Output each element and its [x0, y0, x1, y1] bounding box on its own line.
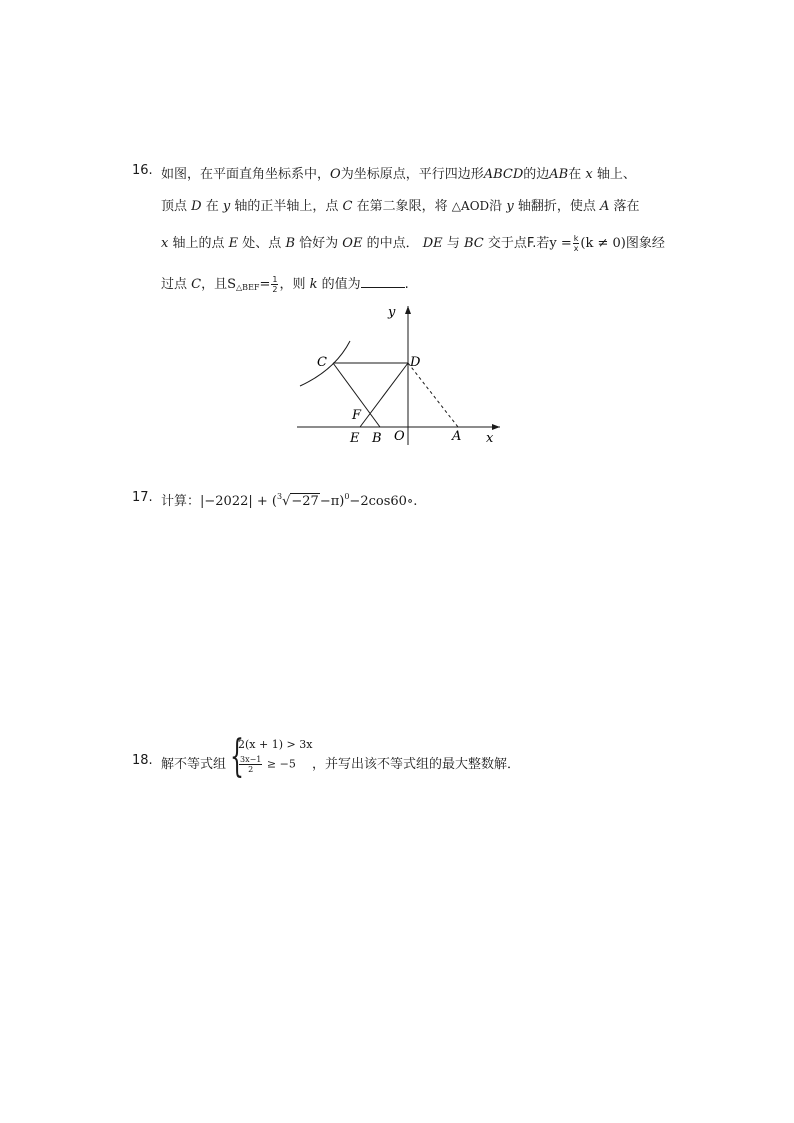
label-F: F [352, 408, 362, 423]
exponent: 0 [344, 492, 350, 501]
text: 如图，在平面直角坐标系中， [161, 167, 331, 182]
text: 在第二象限，将 [356, 199, 448, 214]
q18-rest: ，并写出该不等式组的最大整数解． [312, 757, 521, 772]
question-number: 16. [132, 163, 153, 178]
answer-blank[interactable] [361, 276, 405, 288]
math-expr: y = [549, 236, 572, 251]
math-var: AB [549, 167, 569, 182]
text: 的值为 [321, 277, 361, 292]
radicand: −27 [291, 494, 319, 509]
text: 顶点 [161, 199, 188, 214]
q17-line [161, 490, 417, 509]
segment-ED [360, 363, 408, 427]
math-var: A [599, 199, 610, 214]
text: 与 [446, 236, 460, 251]
text: 轴的正半轴上，点 [234, 199, 339, 214]
text: . [404, 277, 409, 292]
label-y: y [388, 305, 396, 320]
segment-DA-dashed [408, 363, 458, 427]
math-var: B [285, 236, 295, 251]
x-axis-arrow [492, 424, 500, 430]
math-expr: = [259, 277, 271, 292]
text: 过点 [161, 277, 188, 292]
math-var: C [191, 277, 202, 292]
label-A: A [452, 429, 462, 444]
text: 计算： [161, 494, 201, 509]
label-x: x [486, 431, 494, 446]
math-var: BC [463, 236, 484, 251]
text: ，且 [201, 277, 228, 292]
y-axis-arrow [405, 306, 411, 314]
math-var: y [222, 199, 231, 214]
text: 恰好为 [299, 236, 339, 251]
text: ，则 [279, 277, 306, 292]
geometry-figure [290, 300, 510, 450]
math-var: E [228, 236, 239, 251]
math-var: x [161, 236, 169, 251]
q16-line-2 [161, 195, 640, 214]
denominator: 2 [272, 285, 278, 294]
label-C: C [317, 355, 327, 370]
math-var: y [506, 199, 514, 214]
label-E: E [350, 431, 360, 446]
text: 为坐标原点，平行四边形 [340, 167, 484, 182]
text: 在 [568, 167, 582, 182]
text: 轴上、 [596, 167, 636, 182]
math-var: O [330, 167, 341, 182]
math-var: ABCD [483, 167, 524, 182]
inequality-2 [238, 755, 296, 774]
math-var: DE [422, 236, 443, 251]
q16-line-3 [161, 232, 665, 253]
label-O: O [394, 429, 405, 444]
math-var: k [309, 277, 318, 292]
math-expr: |−2022| + ( [200, 494, 277, 509]
numerator: k [573, 234, 579, 243]
brace: { [230, 731, 244, 782]
q16-line-1 [161, 163, 636, 182]
math-expr: −π) [319, 494, 345, 509]
label-B: B [372, 431, 382, 446]
text: 在 [205, 199, 219, 214]
numerator: 3x−1 [240, 755, 262, 764]
label-D: D [410, 355, 421, 370]
math-var: x [585, 167, 593, 182]
numerator: 1 [272, 275, 278, 284]
q18-intro: 解不等式组 [161, 757, 227, 772]
denominator: 2 [248, 765, 254, 774]
math-var: OE [342, 236, 363, 251]
text: 图象经 [625, 236, 665, 251]
text: 沿 [489, 199, 503, 214]
radical-index: 3 [276, 492, 283, 501]
math-var: S [227, 277, 237, 292]
text: 轴上的点 [172, 236, 225, 251]
triangle-notation: △AOD [451, 199, 490, 213]
inequality-1: 2(x + 1) > 3x [238, 738, 313, 751]
text: 交于点F.若 [487, 236, 550, 251]
question-number: 17. [132, 490, 153, 505]
question-number: 18. [132, 753, 153, 768]
text: 落在 [613, 199, 640, 214]
math-expr: (k ≠ 0) [580, 236, 626, 251]
text: 轴翻折，使点 [517, 199, 596, 214]
text: 的中点． [366, 236, 419, 251]
math-expr: −2cos60∘. [349, 494, 418, 509]
fraction-k-over-x [573, 234, 580, 253]
fraction-one-half [271, 275, 278, 294]
text: 处、点 [242, 236, 282, 251]
math-var: C [342, 199, 353, 214]
subscript: △BEF [236, 283, 260, 292]
radical-sign: √ [282, 494, 291, 509]
text: 的边 [523, 167, 550, 182]
denominator: x [573, 244, 579, 253]
math-expr: ≥ −5 [266, 757, 296, 771]
q16-line-4 [161, 273, 409, 294]
math-var: D [191, 199, 202, 214]
fraction [239, 755, 262, 774]
